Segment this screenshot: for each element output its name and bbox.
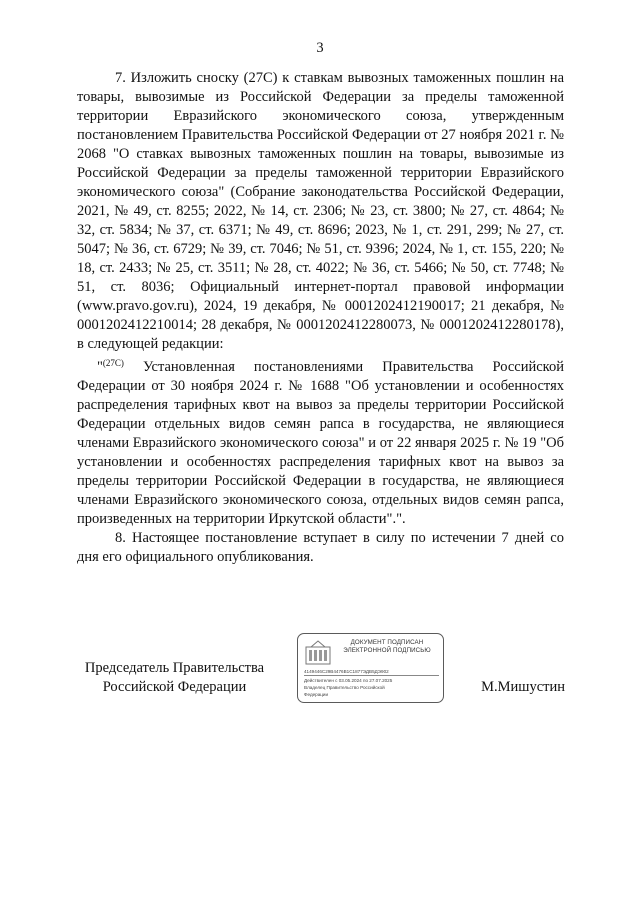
quoted-footnote	[77, 354, 564, 529]
stamp-title-line-2: ЭЛЕКТРОННОЙ ПОДПИСЬЮ	[343, 647, 431, 654]
document-body	[77, 69, 564, 567]
footnote-marker: (27С)	[102, 358, 124, 368]
quoted-footnote-text: Установленная постановлениями Правительства Российской Федерации от 30 ноября 2024 г. № 1688 "Об установлении и особенностях распределения тарифных квот на вывоз за пределы территории Российской Федерации отдельных видов семян рапса в государства, не являющиеся членами Евразийского экономического союза" и от 22 января 2025 г. № 19 "Об установлении и особенностях распределения тарифных квот на вывоз за пределы территории Российской Федерации в государства, не являющиеся членами Евразийского экономического союза, отдельных видов семян рапса, произведенных на территории Иркутской области".".	[77, 359, 564, 527]
stamp-title-line-1: ДОКУМЕНТ ПОДПИСАН	[350, 639, 424, 646]
position-line-1: Председатель Правительства	[84, 660, 265, 676]
quote-open: "	[97, 359, 103, 375]
page-number: 3	[316, 40, 324, 56]
signatory-position	[77, 659, 272, 697]
stamp-divider	[304, 675, 439, 676]
position-line-2: Российской Федерации	[102, 679, 247, 695]
paragraph-8: 8. Настоящее постановление вступает в силу по истечении 7 дней со дня его официального опубликования.	[77, 530, 564, 565]
electronic-signature-stamp	[297, 633, 444, 703]
signatory-name: М.Мишустин	[481, 679, 565, 695]
stamp-owner-line-2: Федерации	[304, 692, 329, 697]
stamp-title	[336, 639, 438, 655]
stamp-certificate: 4149446С29В4476В1С1877ЭДВ5ДЭ902	[304, 669, 389, 674]
stamp-owner-line-1: Владелец Правительство Российской	[304, 685, 385, 690]
coat-of-arms-icon	[303, 638, 333, 668]
stamp-validity: Действителен с 03.05.2024 по 27.07.2025	[304, 678, 393, 683]
paragraph-7: 7. Изложить сноску (27С) к ставкам вывозных таможенных пошлин на товары, вывозимые из Российской Федерации за пределы таможенной территории Евразийского экономического союза, утвержденным постановлением Правительства Российской Федерации от 27 ноября 2021 г. № 2068 "О ставках вывозных таможенных пошлин на товары, вывозимые из Российской Федерации за пределы таможенной территории Евразийского экономического союза" (Собрание законодательства Российской Федерации, 2021, № 49, ст. 8255; 2022, № 14, ст. 2306; № 23, ст. 3800; № 27, ст. 4864; № 32, ст. 5834; № 37, ст. 6371; № 49, ст. 8696; 2023, № 1, ст. 291, 299; № 27, ст. 5047; № 36, ст. 6729; № 39, ст. 7046; № 51, ст. 9396; 2024, № 1, ст. 155, 220; № 18, ст. 2433; № 25, ст. 3511; № 28, ст. 4022; № 36, ст. 5466; № 50, ст. 7748; № 51, ст. 8036; Официальный интернет-портал правовой информации (www.pravo.gov.ru), 2024, 19 декабря, № 0001202412190017; 21 декабря, № 0001202412210014; 28 декабря, № 0001202412280073, № 0001202412280178), в следующей редакции:	[77, 70, 564, 352]
stamp-details	[304, 668, 439, 698]
